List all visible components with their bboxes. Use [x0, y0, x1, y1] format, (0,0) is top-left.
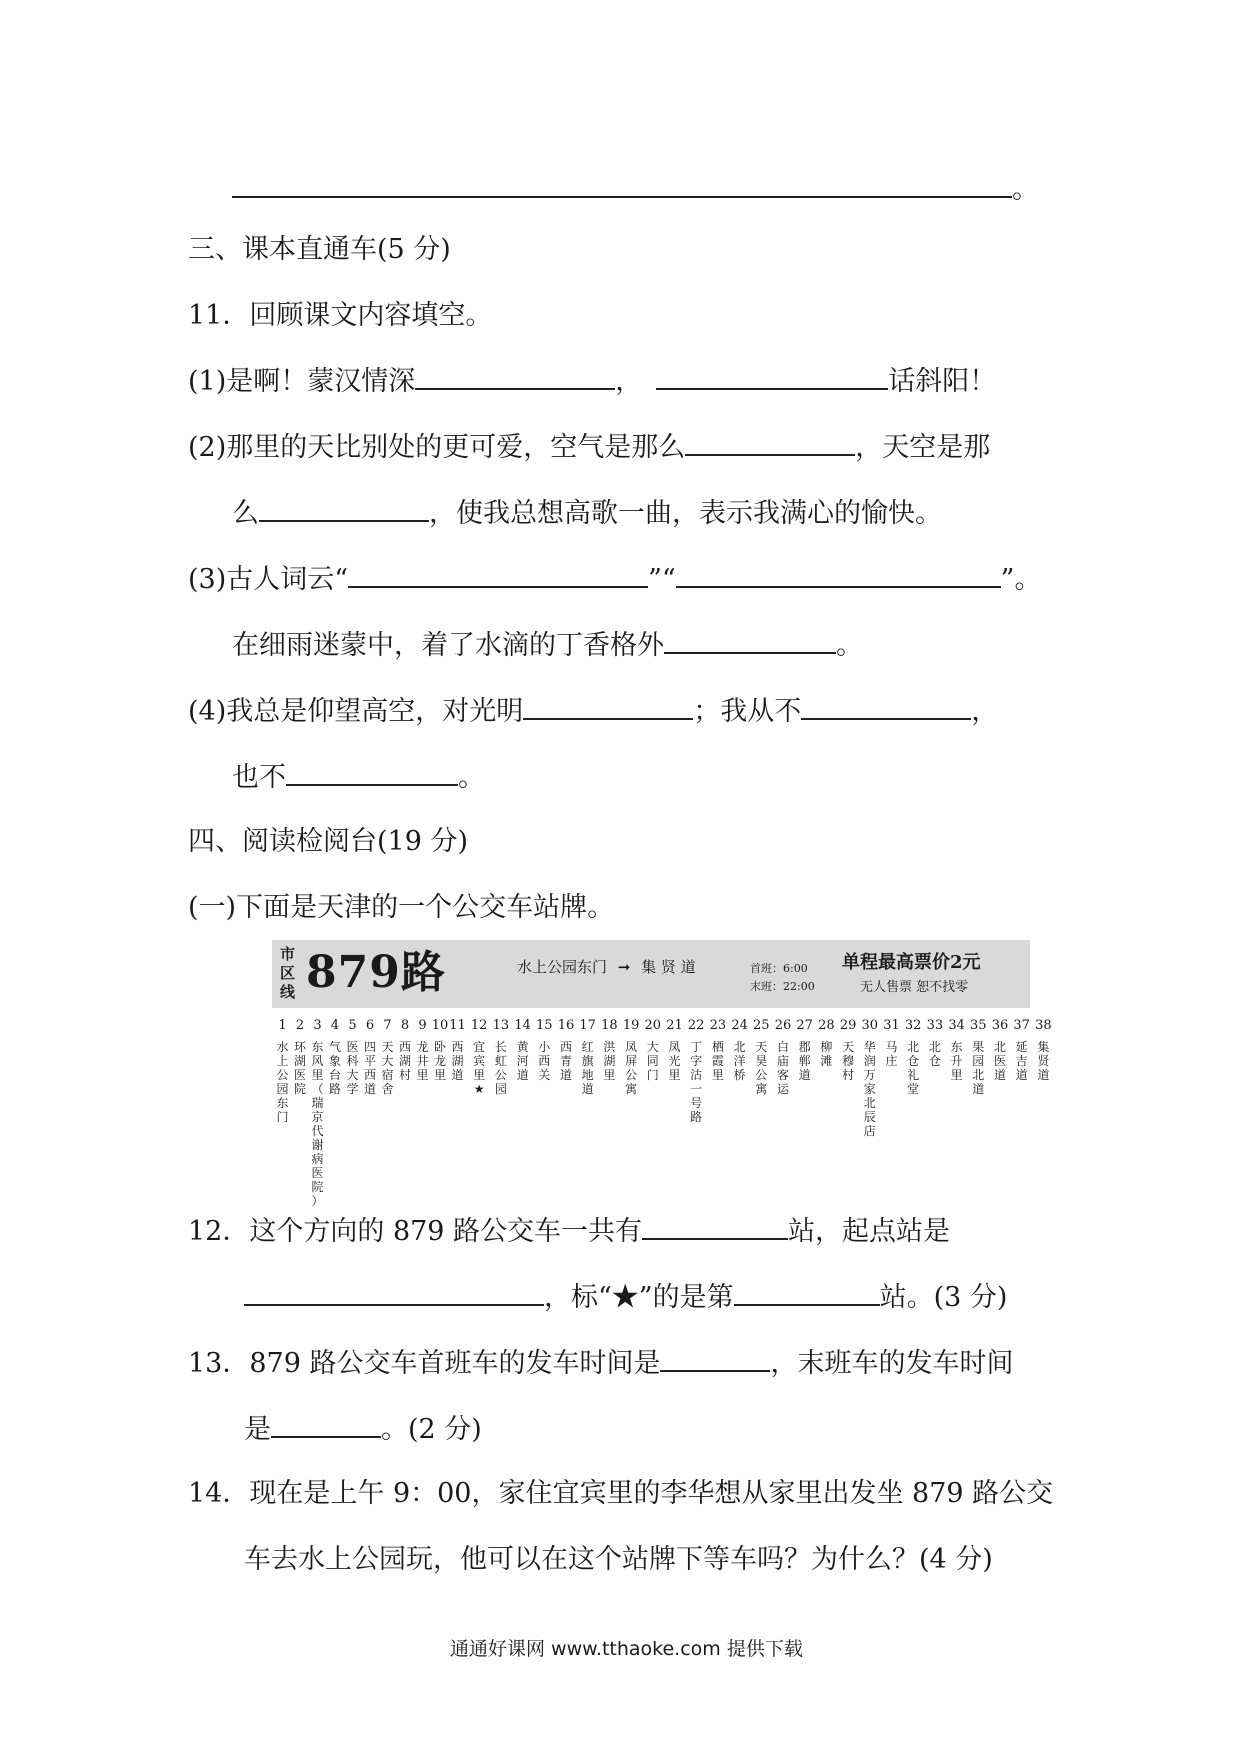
stop-name: 华 润 万 家 北 辰 店 — [863, 1040, 876, 1138]
bus-stop-32 — [903, 1018, 924, 1096]
stop-number: 1 — [278, 1018, 287, 1033]
answer-blank[interactable] — [244, 1278, 544, 1306]
answer-blank[interactable] — [664, 626, 836, 654]
stop-number: 17 — [579, 1018, 596, 1033]
bus-stop-37 — [1011, 1018, 1032, 1082]
stop-number: 18 — [601, 1018, 618, 1033]
stop-name: 气 象 台 路 — [328, 1040, 341, 1096]
bus-stop-35 — [968, 1018, 989, 1096]
stop-name: 天 大 宿 舍 — [381, 1040, 394, 1096]
stop-name: 北 仓 礼 堂 — [907, 1040, 920, 1096]
stop-name: 西 湖 道 — [451, 1040, 464, 1082]
bus-stop-30 — [859, 1018, 880, 1138]
bus-stop-14 — [512, 1018, 533, 1082]
answer-blank[interactable] — [685, 428, 855, 456]
answer-blank[interactable] — [660, 1344, 770, 1372]
answer-blank[interactable] — [232, 170, 1012, 198]
answer-blank[interactable] — [676, 560, 1001, 588]
bus-stop-17 — [577, 1018, 598, 1096]
bus-stop-20 — [642, 1018, 663, 1082]
stop-number: 8 — [400, 1018, 410, 1033]
bus-stop-11 — [447, 1018, 468, 1082]
q11-part4: (4)我总是仰望高空，对光明 ；我从不 ， — [188, 692, 998, 730]
stop-number: 33 — [926, 1018, 944, 1033]
stop-name: 黄 河 道 — [516, 1040, 529, 1082]
stop-name: 东 风 里 （ 瑞 京 代 谢 病 医 院 ） — [311, 1040, 324, 1208]
stop-name: 天 昊 公 寓 — [755, 1040, 768, 1096]
stop-number: 32 — [904, 1018, 922, 1033]
q11-part3: (3)古人词云“ ”“ ”。 — [188, 560, 1041, 598]
stop-number: 27 — [796, 1018, 813, 1033]
answer-blank[interactable] — [656, 362, 888, 390]
route-number: 879路 — [306, 947, 446, 998]
bus-stop-25 — [751, 1018, 772, 1096]
stop-number: 10 — [431, 1018, 449, 1033]
stop-number: 9 — [418, 1018, 427, 1033]
bus-stop-28 — [816, 1018, 837, 1068]
stop-name: 医 科 大 学 — [346, 1040, 359, 1096]
stop-name: 集 贤 道 — [1037, 1040, 1050, 1082]
q11-part2-cont: 么 ，使我总想高歌一曲，表示我满心的愉快。 — [232, 494, 942, 532]
stop-name: 西 湖 村 — [398, 1040, 411, 1082]
stop-name: 东 升 里 — [950, 1040, 963, 1082]
answer-blank[interactable] — [642, 1212, 788, 1240]
stop-name: 北 医 道 — [993, 1040, 1006, 1082]
stop-name: 果 园 北 道 — [972, 1040, 985, 1096]
stop-name: 凤 屏 公 寓 — [625, 1040, 638, 1096]
bus-stop-18 — [599, 1018, 620, 1082]
last-bus-time: 末班：22:00 — [750, 980, 815, 993]
fare-note: 无人售票 恕不找零 — [860, 980, 969, 995]
stop-name: 宜 宾 里 ★ — [473, 1040, 486, 1096]
q10-answer-line: 。 — [232, 170, 1039, 208]
stop-number: 34 — [948, 1018, 965, 1033]
stop-number: 20 — [644, 1018, 662, 1033]
answer-blank[interactable] — [259, 494, 429, 522]
stop-number: 15 — [536, 1018, 553, 1033]
stop-number: 7 — [383, 1018, 392, 1033]
stop-number: 21 — [666, 1018, 683, 1033]
stop-number: 31 — [883, 1018, 900, 1033]
stop-number: 37 — [1013, 1018, 1030, 1033]
bus-stop-24 — [729, 1018, 750, 1082]
stop-name: 环 湖 医 院 — [293, 1040, 306, 1096]
stop-name: 大 同 门 — [646, 1040, 659, 1082]
stop-name: 延 吉 道 — [1015, 1040, 1028, 1082]
bus-stop-23 — [707, 1018, 728, 1082]
stop-name: 长 虹 公 园 — [494, 1040, 507, 1096]
stop-name: 丁 字 沽 一 号 路 — [690, 1040, 703, 1124]
stop-number: 14 — [514, 1018, 531, 1033]
answer-blank[interactable] — [523, 692, 693, 720]
bus-stop-34 — [946, 1018, 967, 1082]
stop-name: 马 庄 — [885, 1040, 898, 1068]
stop-number: 6 — [365, 1018, 375, 1033]
footer: 通通好课网 www.tthaoke.com 提供下载 — [450, 1638, 803, 1660]
first-bus-time: 首班：6:00 — [750, 962, 808, 975]
bus-stop-29 — [838, 1018, 859, 1082]
stop-number: 38 — [1035, 1018, 1052, 1033]
route-category: 市区线 — [280, 945, 296, 1001]
stop-number: 11 — [449, 1018, 466, 1033]
stop-number: 35 — [970, 1018, 987, 1033]
stop-number: 4 — [330, 1018, 340, 1033]
stop-number: 29 — [839, 1018, 857, 1033]
bus-stop-38 — [1033, 1018, 1054, 1082]
stop-name: 北 洋 桥 — [733, 1040, 746, 1082]
stop-name: 红 旗 地 道 — [581, 1040, 594, 1096]
stop-number: 36 — [991, 1018, 1009, 1033]
stop-name: 北 仓 — [928, 1040, 941, 1068]
q13-cont: 是 。(2 分) — [244, 1410, 482, 1448]
bus-stop-21 — [664, 1018, 685, 1082]
bus-stop-12 — [469, 1018, 490, 1096]
section-3-title: 三、课本直通车(5 分) — [188, 234, 451, 265]
section-4-title: 四、阅读检阅台(19 分) — [188, 826, 469, 857]
stop-name: 卧 龙 里 — [433, 1040, 446, 1082]
part1-intro: (一)下面是天津的一个公交车站牌。 — [188, 892, 615, 923]
stop-number: 3 — [313, 1018, 322, 1033]
stop-name: 柳 滩 — [820, 1040, 833, 1068]
stop-name: 洪 湖 里 — [603, 1040, 616, 1082]
stop-name: 四 平 西 道 — [363, 1040, 376, 1096]
q11-stem: 11．回顾课文内容填空。 — [188, 300, 493, 331]
stop-name: 栖 霞 里 — [711, 1040, 724, 1082]
stop-number: 16 — [557, 1018, 575, 1033]
bus-stop-13 — [490, 1018, 511, 1096]
stop-name: 凤 光 里 — [668, 1040, 681, 1082]
sign-header — [272, 940, 1030, 1008]
arrow-right-icon: ➞ — [617, 958, 631, 976]
bus-stop-27 — [794, 1018, 815, 1082]
q12: 12．这个方向的 879 路公交车一共有 站，起点站是 — [188, 1212, 950, 1250]
bus-stop-22 — [686, 1018, 707, 1124]
q11-part1: (1)是啊！蒙汉情深 ， 话斜阳！ — [188, 362, 996, 400]
stop-number: 19 — [622, 1018, 640, 1033]
q12-cont: ，标“★”的是第 站。(3 分) — [244, 1278, 1007, 1316]
answer-blank[interactable] — [415, 362, 615, 390]
stop-number: 2 — [295, 1018, 305, 1033]
answer-blank[interactable] — [286, 758, 458, 786]
stop-number: 12 — [470, 1018, 488, 1033]
stop-name: 天 穆 村 — [842, 1040, 855, 1082]
stop-name: 郡 郸 道 — [798, 1040, 811, 1082]
q14: 14．现在是上午 9：00，家住宜宾里的李华想从家里出发坐 879 路公交 — [188, 1478, 1054, 1509]
stop-name: 西 青 道 — [559, 1040, 572, 1082]
bus-stop-19 — [621, 1018, 642, 1096]
q11-part4-cont: 也不 。 — [232, 758, 485, 796]
stop-number: 25 — [753, 1018, 770, 1033]
bus-stop-16 — [556, 1018, 577, 1082]
q11-part3-cont: 在细雨迷蒙中，着了水滴的丁香格外 。 — [232, 626, 863, 664]
route-direction: 水上公园东门 ➞ 集 贤 道 — [517, 958, 696, 976]
stop-number: 28 — [818, 1018, 835, 1033]
stop-name: 小 西 关 — [538, 1040, 551, 1082]
bus-stop-33 — [924, 1018, 945, 1068]
stop-number: 24 — [731, 1018, 748, 1033]
bus-stop-sign — [272, 940, 1052, 1208]
answer-blank[interactable] — [801, 692, 971, 720]
stop-number: 26 — [774, 1018, 792, 1033]
fare: 单程最高票价2元 — [842, 952, 981, 973]
answer-blank[interactable] — [348, 560, 648, 588]
bus-stop-36 — [990, 1018, 1011, 1082]
bus-stop-26 — [773, 1018, 794, 1096]
q13: 13．879 路公交车首班车的发车时间是 ，末班车的发车时间 — [188, 1344, 1013, 1382]
stop-name: 水 上 公 园 东 门 — [276, 1040, 289, 1124]
bus-stop-15 — [534, 1018, 555, 1082]
stop-name: 龙 井 里 — [416, 1040, 429, 1082]
bus-stop-31 — [881, 1018, 902, 1068]
answer-blank[interactable] — [734, 1278, 880, 1306]
stop-number: 30 — [861, 1018, 879, 1033]
answer-blank[interactable] — [271, 1410, 381, 1438]
stop-number: 13 — [492, 1018, 510, 1033]
q11-part2: (2)那里的天比别处的更可爱，空气是那么 ，天空是那 — [188, 428, 990, 466]
stop-number: 23 — [709, 1018, 727, 1033]
stop-number: 5 — [348, 1018, 357, 1033]
stop-number: 22 — [687, 1018, 705, 1033]
stop-name: 白 庙 客 运 — [776, 1040, 789, 1096]
q14-cont: 车去水上公园玩，他可以在这个站牌下等车吗？为什么？(4 分) — [244, 1544, 993, 1575]
